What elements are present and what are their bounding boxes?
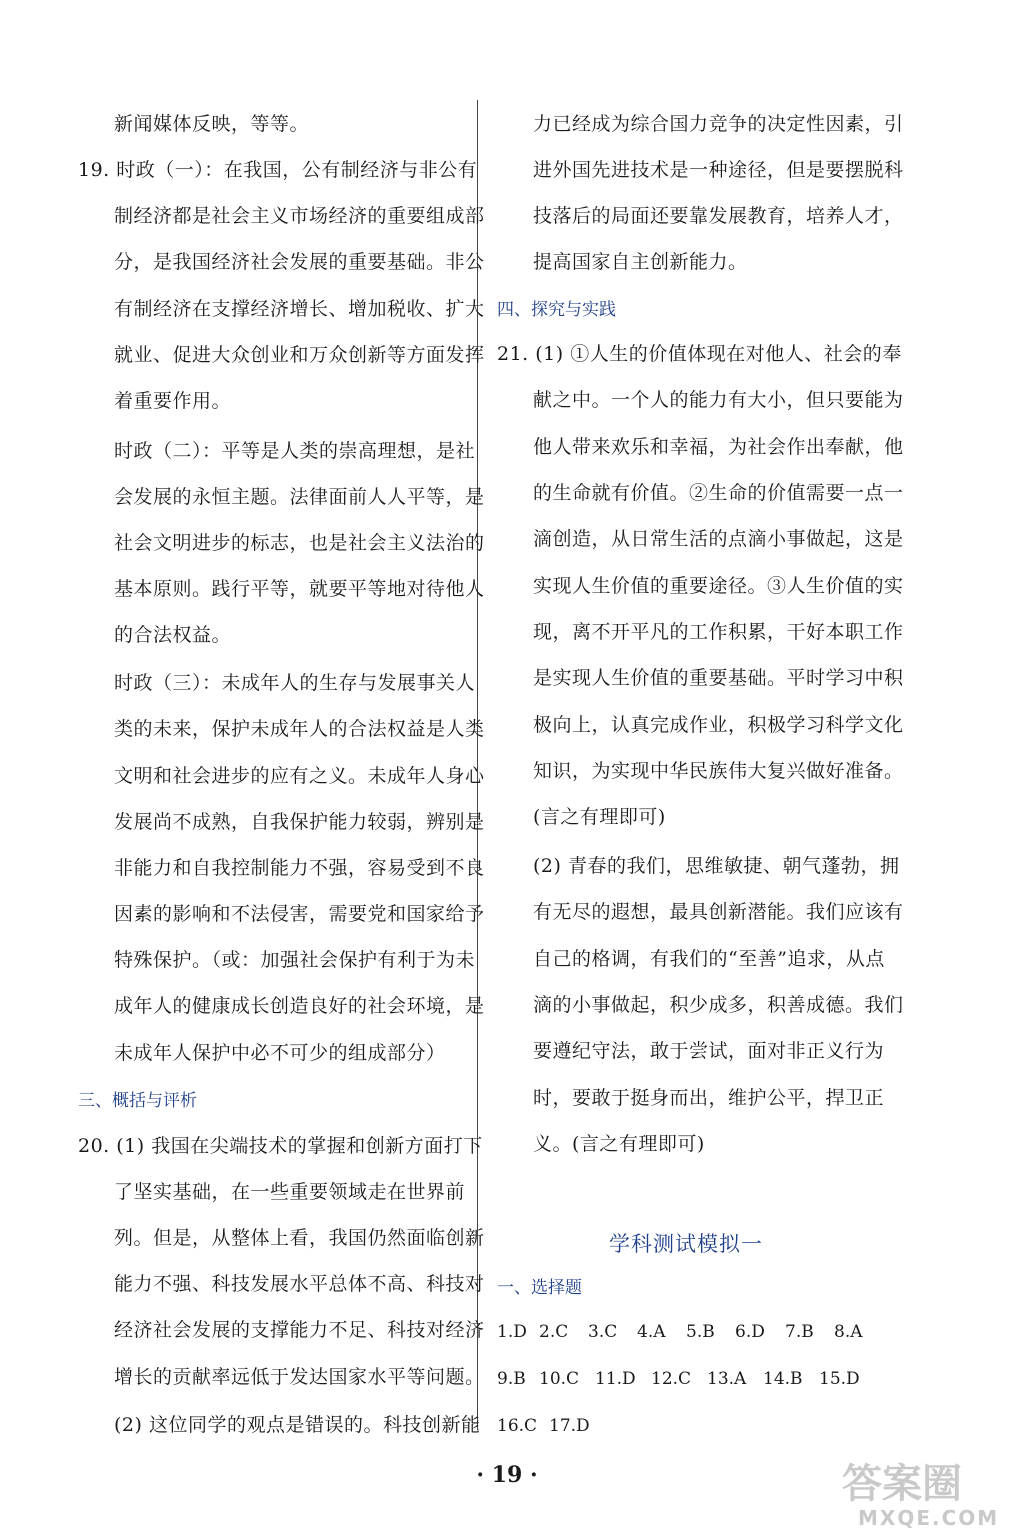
answer-item: 11.D [595,1369,636,1389]
answer-item: 6.D [735,1322,765,1342]
text-line: 基本原则。践行平等，就要平等地对待他人 [114,578,485,600]
text-line: 自己的格调，有我们的“至善”追求，从点 [533,948,885,970]
text-line: 新闻媒体反映，等等。 [114,113,310,135]
text-line: 的生命就有价值。②生命的价值需要一点一 [533,482,904,504]
text-line: 会发展的永恒主题。法律面前人人平等，是 [114,486,485,508]
answers-row-3 [497,1414,877,1438]
text-line: 有制经济在支撑经济增长、增加税收、扩大 [114,298,485,320]
text-line: 能力不强、科技发展水平总体不高、科技对 [114,1273,485,1295]
answer-item: 13.A [707,1369,747,1389]
text-line: 了坚实基础，在一些重要领域走在世界前 [114,1181,466,1203]
text-line: 着重要作用。 [114,390,232,412]
text-line: 经济社会发展的支撑能力不足、科技对经济 [114,1319,485,1341]
watermark-logo [836,1455,1006,1531]
answer-item: 16.C [497,1416,538,1436]
text-line: 文明和社会进步的应有之义。未成年人身心 [114,765,485,787]
text-line: 要遵纪守法，敢于尝试，面对非正义行为 [533,1040,885,1062]
section-heading-choice: 一、选择题 [497,1278,582,1298]
answer-item: 3.C [588,1322,618,1342]
text-line: 发展尚不成熟，自我保护能力较弱，辨别是 [114,811,485,833]
text-line: 有无尽的遐想，最具创新潜能。我们应该有 [533,901,904,923]
answer-item: 4.A [637,1322,666,1342]
answer-item: 8.A [834,1322,863,1342]
question-19-line: 19. 时政（一）：在我国，公有制经济与非公有 [78,159,478,181]
text-line: 时政（二）：平等是人类的崇高理想，是社 [114,440,476,462]
question-21-line: 21. (1) ①人生的价值体现在对他人、社会的奉 [497,343,902,365]
answer-item: 7.B [785,1322,814,1342]
text-line: 技落后的局面还要靠发展教育，培养人才， [533,205,904,227]
text-line: 就业、促进大众创业和万众创新等方面发挥 [114,344,485,366]
text-line: 成年人的健康成长创造良好的社会环境，是 [114,995,485,1017]
text-line: 是实现人生价值的重要基础。平时学习中积 [533,667,904,689]
question-20-line: 20. (1) 我国在尖端技术的掌握和创新方面打下 [78,1135,483,1157]
text-line: 类的未来，保护未成年人的合法权益是人类 [114,718,485,740]
text-line: 的合法权益。 [114,624,232,646]
text-line: 力已经成为综合国力竞争的决定性因素，引 [533,113,904,135]
page-number: · 19 · [476,1462,538,1488]
text-line: 现，离不开平凡的工作积累，干好本职工作 [533,621,904,643]
answer-item: 1.D [497,1322,527,1342]
answer-item: 14.B [763,1369,803,1389]
answer-item: 2.C [539,1322,569,1342]
watermark-url: MXQE.COM [858,1506,1000,1530]
test-title: 学科测试模拟一 [609,1232,763,1256]
answer-item: 15.D [819,1369,860,1389]
text-line: 提高国家自主创新能力。 [533,251,748,273]
text-line: (2) 这位同学的观点是错误的。科技创新能 [114,1414,481,1436]
answer-item: 10.C [539,1369,580,1389]
text-line: 时政（三）：未成年人的生存与发展事关人 [114,672,476,694]
answer-item: 9.B [497,1369,526,1389]
text-line: 时，要敢于挺身而出，维护公平，捍卫正 [533,1087,885,1109]
text-line: 增长的贡献率远低于发达国家水平等问题。 [114,1366,485,1388]
answers-row-1 [497,1320,877,1344]
text-line: 列。但是，从整体上看，我国仍然面临创新 [114,1227,485,1249]
section-heading-summary: 三、概括与评析 [78,1091,197,1111]
text-line: 分，是我国经济社会发展的重要基础。非公 [114,251,485,273]
watermark-text: 答案圈 [842,1461,962,1507]
text-line: 义。(言之有理即可) [533,1133,705,1155]
text-line: 因素的影响和不法侵害，需要党和国家给予 [114,903,485,925]
text-line: 实现人生价值的重要途径。③人生价值的实 [533,575,904,597]
section-heading-inquiry: 四、探究与实践 [497,300,616,320]
text-line: 极向上，认真完成作业，积极学习科学文化 [533,714,904,736]
answers-row-2 [497,1367,877,1391]
text-line: 滴创造，从日常生活的点滴小事做起，这是 [533,528,904,550]
answer-item: 17.D [549,1416,590,1436]
text-line: 献之中。一个人的能力有大小，但只要能为 [533,389,904,411]
answer-item: 12.C [651,1369,692,1389]
text-line: 特殊保护。（或：加强社会保护有利于为未 [114,949,476,971]
text-line: 未成年人保护中必不可少的组成部分） [114,1042,446,1064]
text-line: 他人带来欢乐和幸福，为社会作出奉献，他 [533,436,904,458]
text-line: 滴的小事做起，积少成多，积善成德。我们 [533,994,904,1016]
text-line: (2) 青春的我们，思维敏捷、朝气蓬勃，拥 [533,855,900,877]
answer-item: 5.B [686,1322,715,1342]
text-line: (言之有理即可) [533,806,666,828]
text-line: 社会文明进步的标志，也是社会主义法治的 [114,532,485,554]
text-line: 制经济都是社会主义市场经济的重要组成部 [114,205,485,227]
text-line: 知识，为实现中华民族伟大复兴做好准备。 [533,760,904,782]
text-line: 非能力和自我控制能力不强，容易受到不良 [114,857,485,879]
text-line: 进外国先进技术是一种途径，但是要摆脱科 [533,159,904,181]
